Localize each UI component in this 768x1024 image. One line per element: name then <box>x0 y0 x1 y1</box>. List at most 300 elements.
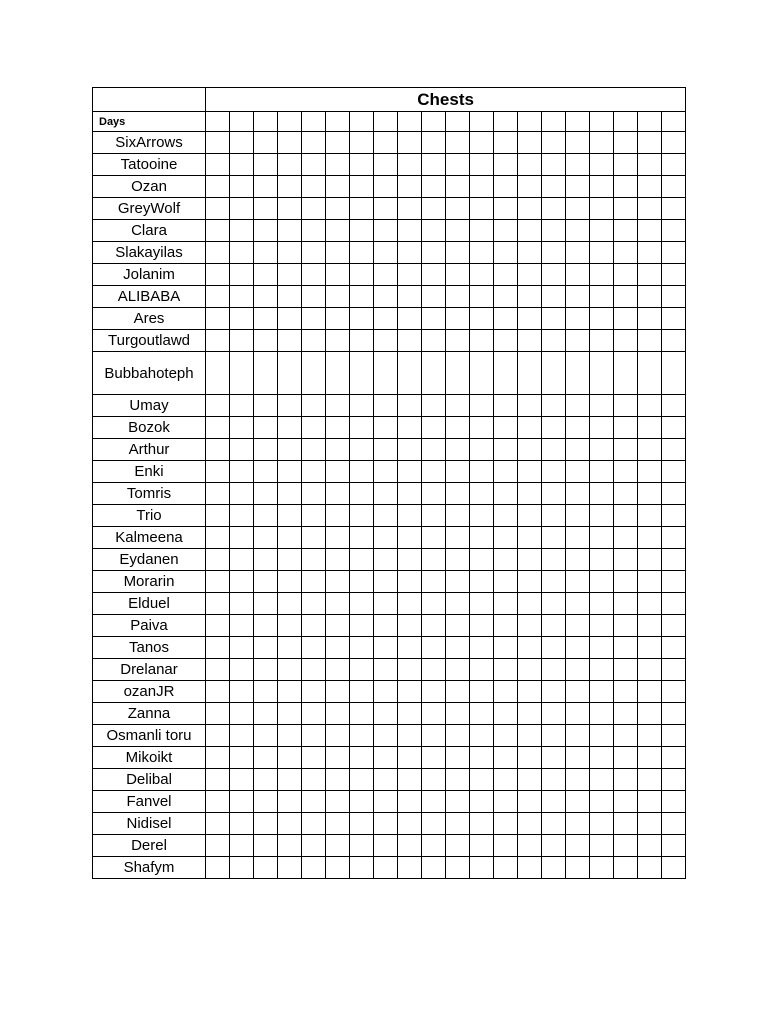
chest-count-cell[interactable] <box>446 747 470 769</box>
chest-count-cell[interactable] <box>494 769 518 791</box>
chest-count-cell[interactable] <box>638 813 662 835</box>
chest-count-cell[interactable] <box>494 286 518 308</box>
chest-count-cell[interactable] <box>518 264 542 286</box>
chest-count-cell[interactable] <box>470 813 494 835</box>
chest-count-cell[interactable] <box>302 549 326 571</box>
chest-count-cell[interactable] <box>494 549 518 571</box>
chest-count-cell[interactable] <box>494 571 518 593</box>
chest-count-cell[interactable] <box>326 659 350 681</box>
chest-count-cell[interactable] <box>230 681 254 703</box>
chest-count-cell[interactable] <box>230 769 254 791</box>
chest-count-cell[interactable] <box>350 725 374 747</box>
chest-count-cell[interactable] <box>446 395 470 417</box>
chest-count-cell[interactable] <box>206 857 230 879</box>
chest-count-cell[interactable] <box>278 330 302 352</box>
chest-count-cell[interactable] <box>422 835 446 857</box>
chest-count-cell[interactable] <box>398 593 422 615</box>
chest-count-cell[interactable] <box>638 286 662 308</box>
chest-count-cell[interactable] <box>614 703 638 725</box>
chest-count-cell[interactable] <box>566 637 590 659</box>
chest-count-cell[interactable] <box>350 154 374 176</box>
chest-count-cell[interactable] <box>494 813 518 835</box>
chest-count-cell[interactable] <box>326 769 350 791</box>
chest-count-cell[interactable] <box>494 747 518 769</box>
chest-count-cell[interactable] <box>374 220 398 242</box>
chest-count-cell[interactable] <box>206 505 230 527</box>
chest-count-cell[interactable] <box>518 593 542 615</box>
chest-count-cell[interactable] <box>254 813 278 835</box>
chest-count-cell[interactable] <box>422 461 446 483</box>
chest-count-cell[interactable] <box>470 220 494 242</box>
chest-count-cell[interactable] <box>446 593 470 615</box>
chest-count-cell[interactable] <box>662 220 686 242</box>
chest-count-cell[interactable] <box>422 703 446 725</box>
chest-count-cell[interactable] <box>350 352 374 395</box>
chest-count-cell[interactable] <box>206 791 230 813</box>
chest-count-cell[interactable] <box>302 395 326 417</box>
chest-count-cell[interactable] <box>470 154 494 176</box>
chest-count-cell[interactable] <box>518 417 542 439</box>
chest-count-cell[interactable] <box>614 835 638 857</box>
chest-count-cell[interactable] <box>302 242 326 264</box>
chest-count-cell[interactable] <box>614 857 638 879</box>
chest-count-cell[interactable] <box>638 549 662 571</box>
chest-count-cell[interactable] <box>422 417 446 439</box>
chest-count-cell[interactable] <box>326 198 350 220</box>
chest-count-cell[interactable] <box>446 703 470 725</box>
chest-count-cell[interactable] <box>518 659 542 681</box>
chest-count-cell[interactable] <box>326 593 350 615</box>
chest-count-cell[interactable] <box>374 242 398 264</box>
chest-count-cell[interactable] <box>446 286 470 308</box>
chest-count-cell[interactable] <box>230 483 254 505</box>
chest-count-cell[interactable] <box>662 461 686 483</box>
chest-count-cell[interactable] <box>590 637 614 659</box>
chest-count-cell[interactable] <box>278 615 302 637</box>
chest-count-cell[interactable] <box>590 308 614 330</box>
chest-count-cell[interactable] <box>614 220 638 242</box>
chest-count-cell[interactable] <box>614 308 638 330</box>
chest-count-cell[interactable] <box>206 593 230 615</box>
chest-count-cell[interactable] <box>638 593 662 615</box>
chest-count-cell[interactable] <box>542 330 566 352</box>
chest-count-cell[interactable] <box>446 659 470 681</box>
chest-count-cell[interactable] <box>470 308 494 330</box>
chest-count-cell[interactable] <box>206 527 230 549</box>
chest-count-cell[interactable] <box>374 571 398 593</box>
chest-count-cell[interactable] <box>662 593 686 615</box>
chest-count-cell[interactable] <box>542 725 566 747</box>
chest-count-cell[interactable] <box>542 154 566 176</box>
chest-count-cell[interactable] <box>398 242 422 264</box>
chest-count-cell[interactable] <box>566 527 590 549</box>
chest-count-cell[interactable] <box>326 527 350 549</box>
chest-count-cell[interactable] <box>518 330 542 352</box>
chest-count-cell[interactable] <box>230 176 254 198</box>
chest-count-cell[interactable] <box>302 505 326 527</box>
chest-count-cell[interactable] <box>470 242 494 264</box>
chest-count-cell[interactable] <box>614 352 638 395</box>
chest-count-cell[interactable] <box>326 747 350 769</box>
chest-count-cell[interactable] <box>590 439 614 461</box>
chest-count-cell[interactable] <box>422 769 446 791</box>
chest-count-cell[interactable] <box>326 681 350 703</box>
chest-count-cell[interactable] <box>206 154 230 176</box>
chest-count-cell[interactable] <box>254 505 278 527</box>
chest-count-cell[interactable] <box>326 461 350 483</box>
chest-count-cell[interactable] <box>614 264 638 286</box>
chest-count-cell[interactable] <box>662 286 686 308</box>
chest-count-cell[interactable] <box>446 769 470 791</box>
chest-count-cell[interactable] <box>494 352 518 395</box>
chest-count-cell[interactable] <box>350 132 374 154</box>
chest-count-cell[interactable] <box>206 220 230 242</box>
day-header-cell[interactable] <box>302 112 326 132</box>
chest-count-cell[interactable] <box>662 791 686 813</box>
chest-count-cell[interactable] <box>446 813 470 835</box>
day-header-cell[interactable] <box>614 112 638 132</box>
chest-count-cell[interactable] <box>206 395 230 417</box>
chest-count-cell[interactable] <box>494 659 518 681</box>
chest-count-cell[interactable] <box>350 857 374 879</box>
day-header-cell[interactable] <box>326 112 350 132</box>
chest-count-cell[interactable] <box>350 483 374 505</box>
chest-count-cell[interactable] <box>470 198 494 220</box>
chest-count-cell[interactable] <box>638 483 662 505</box>
chest-count-cell[interactable] <box>326 505 350 527</box>
chest-count-cell[interactable] <box>206 242 230 264</box>
chest-count-cell[interactable] <box>230 198 254 220</box>
chest-count-cell[interactable] <box>470 659 494 681</box>
chest-count-cell[interactable] <box>446 505 470 527</box>
chest-count-cell[interactable] <box>638 725 662 747</box>
chest-count-cell[interactable] <box>542 527 566 549</box>
chest-count-cell[interactable] <box>254 593 278 615</box>
chest-count-cell[interactable] <box>590 725 614 747</box>
chest-count-cell[interactable] <box>470 439 494 461</box>
chest-count-cell[interactable] <box>350 527 374 549</box>
chest-count-cell[interactable] <box>614 571 638 593</box>
day-header-cell[interactable] <box>278 112 302 132</box>
chest-count-cell[interactable] <box>398 747 422 769</box>
chest-count-cell[interactable] <box>590 352 614 395</box>
chest-count-cell[interactable] <box>206 571 230 593</box>
chest-count-cell[interactable] <box>422 176 446 198</box>
chest-count-cell[interactable] <box>638 330 662 352</box>
chest-count-cell[interactable] <box>662 308 686 330</box>
chest-count-cell[interactable] <box>302 857 326 879</box>
chest-count-cell[interactable] <box>398 505 422 527</box>
chest-count-cell[interactable] <box>326 703 350 725</box>
chest-count-cell[interactable] <box>470 330 494 352</box>
chest-count-cell[interactable] <box>422 395 446 417</box>
chest-count-cell[interactable] <box>374 330 398 352</box>
chest-count-cell[interactable] <box>350 505 374 527</box>
chest-count-cell[interactable] <box>590 835 614 857</box>
chest-count-cell[interactable] <box>350 659 374 681</box>
chest-count-cell[interactable] <box>566 681 590 703</box>
chest-count-cell[interactable] <box>446 461 470 483</box>
chest-count-cell[interactable] <box>590 747 614 769</box>
chest-count-cell[interactable] <box>254 857 278 879</box>
chest-count-cell[interactable] <box>662 330 686 352</box>
chest-count-cell[interactable] <box>230 286 254 308</box>
chest-count-cell[interactable] <box>350 747 374 769</box>
chest-count-cell[interactable] <box>206 835 230 857</box>
chest-count-cell[interactable] <box>206 813 230 835</box>
chest-count-cell[interactable] <box>374 264 398 286</box>
chest-count-cell[interactable] <box>254 549 278 571</box>
chest-count-cell[interactable] <box>566 857 590 879</box>
chest-count-cell[interactable] <box>302 461 326 483</box>
chest-count-cell[interactable] <box>542 395 566 417</box>
chest-count-cell[interactable] <box>614 615 638 637</box>
chest-count-cell[interactable] <box>494 593 518 615</box>
chest-count-cell[interactable] <box>398 132 422 154</box>
chest-count-cell[interactable] <box>494 681 518 703</box>
chest-count-cell[interactable] <box>326 154 350 176</box>
chest-count-cell[interactable] <box>254 154 278 176</box>
chest-count-cell[interactable] <box>470 461 494 483</box>
chest-count-cell[interactable] <box>590 264 614 286</box>
chest-count-cell[interactable] <box>446 198 470 220</box>
chest-count-cell[interactable] <box>638 769 662 791</box>
chest-count-cell[interactable] <box>206 264 230 286</box>
chest-count-cell[interactable] <box>590 681 614 703</box>
chest-count-cell[interactable] <box>446 176 470 198</box>
chest-count-cell[interactable] <box>566 220 590 242</box>
chest-count-cell[interactable] <box>614 791 638 813</box>
day-header-cell[interactable] <box>206 112 230 132</box>
chest-count-cell[interactable] <box>350 461 374 483</box>
chest-count-cell[interactable] <box>398 330 422 352</box>
chest-count-cell[interactable] <box>350 439 374 461</box>
chest-count-cell[interactable] <box>422 725 446 747</box>
chest-count-cell[interactable] <box>350 264 374 286</box>
chest-count-cell[interactable] <box>230 703 254 725</box>
chest-count-cell[interactable] <box>590 154 614 176</box>
chest-count-cell[interactable] <box>350 330 374 352</box>
chest-count-cell[interactable] <box>518 176 542 198</box>
chest-count-cell[interactable] <box>638 527 662 549</box>
chest-count-cell[interactable] <box>206 615 230 637</box>
chest-count-cell[interactable] <box>326 725 350 747</box>
chest-count-cell[interactable] <box>422 330 446 352</box>
chest-count-cell[interactable] <box>662 571 686 593</box>
chest-count-cell[interactable] <box>326 308 350 330</box>
chest-count-cell[interactable] <box>398 835 422 857</box>
chest-count-cell[interactable] <box>446 527 470 549</box>
chest-count-cell[interactable] <box>326 439 350 461</box>
chest-count-cell[interactable] <box>302 330 326 352</box>
chest-count-cell[interactable] <box>254 835 278 857</box>
chest-count-cell[interactable] <box>638 791 662 813</box>
chest-count-cell[interactable] <box>662 747 686 769</box>
chest-count-cell[interactable] <box>518 505 542 527</box>
chest-count-cell[interactable] <box>206 725 230 747</box>
chest-count-cell[interactable] <box>542 571 566 593</box>
chest-count-cell[interactable] <box>278 637 302 659</box>
chest-count-cell[interactable] <box>470 725 494 747</box>
chest-count-cell[interactable] <box>566 154 590 176</box>
chest-count-cell[interactable] <box>422 571 446 593</box>
chest-count-cell[interactable] <box>470 286 494 308</box>
chest-count-cell[interactable] <box>638 571 662 593</box>
chest-count-cell[interactable] <box>566 505 590 527</box>
chest-count-cell[interactable] <box>350 769 374 791</box>
chest-count-cell[interactable] <box>470 527 494 549</box>
chest-count-cell[interactable] <box>662 703 686 725</box>
chest-count-cell[interactable] <box>230 835 254 857</box>
chest-count-cell[interactable] <box>638 220 662 242</box>
chest-count-cell[interactable] <box>590 857 614 879</box>
chest-count-cell[interactable] <box>230 615 254 637</box>
chest-count-cell[interactable] <box>662 659 686 681</box>
chest-count-cell[interactable] <box>398 220 422 242</box>
chest-count-cell[interactable] <box>350 637 374 659</box>
chest-count-cell[interactable] <box>542 593 566 615</box>
chest-count-cell[interactable] <box>206 352 230 395</box>
chest-count-cell[interactable] <box>374 747 398 769</box>
chest-count-cell[interactable] <box>662 198 686 220</box>
chest-count-cell[interactable] <box>350 615 374 637</box>
chest-count-cell[interactable] <box>566 835 590 857</box>
chest-count-cell[interactable] <box>614 483 638 505</box>
chest-count-cell[interactable] <box>446 615 470 637</box>
chest-count-cell[interactable] <box>326 264 350 286</box>
chest-count-cell[interactable] <box>374 527 398 549</box>
day-header-cell[interactable] <box>446 112 470 132</box>
chest-count-cell[interactable] <box>662 505 686 527</box>
chest-count-cell[interactable] <box>278 681 302 703</box>
chest-count-cell[interactable] <box>254 483 278 505</box>
chest-count-cell[interactable] <box>374 395 398 417</box>
chest-count-cell[interactable] <box>638 198 662 220</box>
chest-count-cell[interactable] <box>374 725 398 747</box>
chest-count-cell[interactable] <box>518 725 542 747</box>
chest-count-cell[interactable] <box>350 835 374 857</box>
chest-count-cell[interactable] <box>326 791 350 813</box>
chest-count-cell[interactable] <box>638 681 662 703</box>
chest-count-cell[interactable] <box>326 132 350 154</box>
chest-count-cell[interactable] <box>254 681 278 703</box>
day-header-cell[interactable] <box>494 112 518 132</box>
chest-count-cell[interactable] <box>446 549 470 571</box>
day-header-cell[interactable] <box>422 112 446 132</box>
chest-count-cell[interactable] <box>446 352 470 395</box>
chest-count-cell[interactable] <box>326 813 350 835</box>
chest-count-cell[interactable] <box>590 198 614 220</box>
chest-count-cell[interactable] <box>350 198 374 220</box>
chest-count-cell[interactable] <box>590 769 614 791</box>
chest-count-cell[interactable] <box>446 681 470 703</box>
chest-count-cell[interactable] <box>254 637 278 659</box>
chest-count-cell[interactable] <box>566 549 590 571</box>
chest-count-cell[interactable] <box>278 439 302 461</box>
chest-count-cell[interactable] <box>302 527 326 549</box>
chest-count-cell[interactable] <box>206 439 230 461</box>
chest-count-cell[interactable] <box>326 220 350 242</box>
chest-count-cell[interactable] <box>662 132 686 154</box>
chest-count-cell[interactable] <box>302 198 326 220</box>
chest-count-cell[interactable] <box>446 417 470 439</box>
chest-count-cell[interactable] <box>518 769 542 791</box>
chest-count-cell[interactable] <box>638 417 662 439</box>
chest-count-cell[interactable] <box>278 747 302 769</box>
chest-count-cell[interactable] <box>638 659 662 681</box>
chest-count-cell[interactable] <box>230 264 254 286</box>
chest-count-cell[interactable] <box>614 176 638 198</box>
chest-count-cell[interactable] <box>254 286 278 308</box>
chest-count-cell[interactable] <box>374 286 398 308</box>
chest-count-cell[interactable] <box>422 593 446 615</box>
day-header-cell[interactable] <box>518 112 542 132</box>
chest-count-cell[interactable] <box>254 330 278 352</box>
chest-count-cell[interactable] <box>374 483 398 505</box>
chest-count-cell[interactable] <box>566 242 590 264</box>
chest-count-cell[interactable] <box>494 835 518 857</box>
chest-count-cell[interactable] <box>446 725 470 747</box>
chest-count-cell[interactable] <box>446 308 470 330</box>
chest-count-cell[interactable] <box>614 242 638 264</box>
chest-count-cell[interactable] <box>614 527 638 549</box>
chest-count-cell[interactable] <box>398 615 422 637</box>
chest-count-cell[interactable] <box>542 220 566 242</box>
day-header-cell[interactable] <box>470 112 494 132</box>
chest-count-cell[interactable] <box>422 659 446 681</box>
chest-count-cell[interactable] <box>470 176 494 198</box>
chest-count-cell[interactable] <box>662 527 686 549</box>
chest-count-cell[interactable] <box>374 681 398 703</box>
chest-count-cell[interactable] <box>278 198 302 220</box>
chest-count-cell[interactable] <box>278 308 302 330</box>
chest-count-cell[interactable] <box>422 308 446 330</box>
chest-count-cell[interactable] <box>638 352 662 395</box>
chest-count-cell[interactable] <box>446 857 470 879</box>
chest-count-cell[interactable] <box>518 395 542 417</box>
chest-count-cell[interactable] <box>302 703 326 725</box>
chest-count-cell[interactable] <box>302 659 326 681</box>
chest-count-cell[interactable] <box>254 132 278 154</box>
chest-count-cell[interactable] <box>350 308 374 330</box>
chest-count-cell[interactable] <box>374 154 398 176</box>
chest-count-cell[interactable] <box>302 154 326 176</box>
chest-count-cell[interactable] <box>470 769 494 791</box>
chest-count-cell[interactable] <box>614 132 638 154</box>
chest-count-cell[interactable] <box>638 505 662 527</box>
chest-count-cell[interactable] <box>206 461 230 483</box>
chest-count-cell[interactable] <box>278 593 302 615</box>
chest-count-cell[interactable] <box>422 154 446 176</box>
chest-count-cell[interactable] <box>590 571 614 593</box>
chest-count-cell[interactable] <box>518 242 542 264</box>
chest-count-cell[interactable] <box>278 132 302 154</box>
chest-count-cell[interactable] <box>278 220 302 242</box>
chest-count-cell[interactable] <box>590 549 614 571</box>
chest-count-cell[interactable] <box>662 176 686 198</box>
chest-count-cell[interactable] <box>614 461 638 483</box>
chest-count-cell[interactable] <box>614 395 638 417</box>
chest-count-cell[interactable] <box>614 198 638 220</box>
chest-count-cell[interactable] <box>542 417 566 439</box>
chest-count-cell[interactable] <box>374 176 398 198</box>
chest-count-cell[interactable] <box>542 791 566 813</box>
chest-count-cell[interactable] <box>398 352 422 395</box>
chest-count-cell[interactable] <box>470 571 494 593</box>
chest-count-cell[interactable] <box>374 659 398 681</box>
chest-count-cell[interactable] <box>350 791 374 813</box>
chest-count-cell[interactable] <box>542 769 566 791</box>
